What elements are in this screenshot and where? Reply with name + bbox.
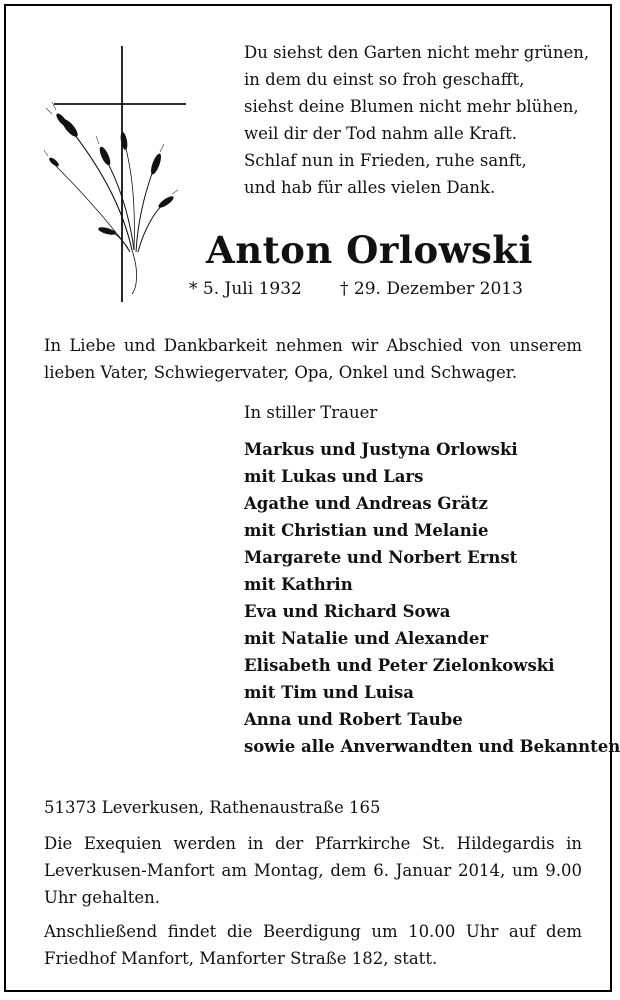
list-item: sowie alle Anverwandten und Bekannten: [244, 737, 620, 756]
list-item: mit Christian und Melanie: [244, 521, 489, 540]
obituary-notice: [4, 4, 620, 992]
farewell-text: In Liebe und Dankbarkeit nehmen wir Abschied von unserem lieben Vater, Schwiegervater, Opa, Onkel und Schwager.: [44, 336, 582, 382]
poem-line: Schlaf nun in Frieden, ruhe sanft,: [244, 151, 527, 170]
poem-line: siehst deine Blumen nicht mehr blühen,: [244, 97, 579, 116]
death-date: † 29. Dezember 2013: [340, 279, 523, 299]
poem: [244, 39, 589, 201]
address: 51373 Leverkusen, Rathenaustraße 165: [44, 798, 381, 817]
birth-date: * 5. Juli 1932: [189, 279, 302, 299]
poem-line: in dem du einst so froh geschafft,: [244, 70, 525, 89]
poem-line: Du siehst den Garten nicht mehr grünen,: [244, 43, 590, 62]
poem-line: und hab für alles vielen Dank.: [244, 178, 496, 197]
poem-line: weil dir der Tod nahm alle Kraft.: [244, 124, 517, 143]
list-item: Markus und Justyna Orlowski: [244, 440, 518, 459]
mourning-label: In stiller Trauer: [244, 403, 378, 422]
list-item: Margarete und Norbert Ernst: [244, 548, 518, 567]
cross-with-wheat-icon: [44, 44, 190, 304]
list-item: Eva und Richard Sowa: [244, 602, 451, 621]
list-item: mit Lukas und Lars: [244, 467, 424, 486]
list-item: mit Natalie und Alexander: [244, 629, 489, 648]
list-item: mit Tim und Luisa: [244, 683, 414, 702]
list-item: Anna und Robert Taube: [244, 710, 463, 729]
list-item: mit Kathrin: [244, 575, 353, 594]
burial-text: Anschließend findet die Beerdigung um 10.00 Uhr auf dem Friedhof Manfort, Manforter Straße 182, statt.: [44, 922, 582, 968]
deceased-name: Anton Orlowski: [206, 228, 533, 272]
list-item: Elisabeth und Peter Zielonkowski: [244, 656, 555, 675]
list-item: Agathe und Andreas Grätz: [244, 494, 488, 513]
service-text: Die Exequien werden in der Pfarrkirche St. Hildegardis in Leverkusen-Manfort am Montag, dem 6. Januar 2014, um 9.00 Uhr gehalten.: [44, 834, 582, 907]
mourners-list: [244, 436, 620, 760]
